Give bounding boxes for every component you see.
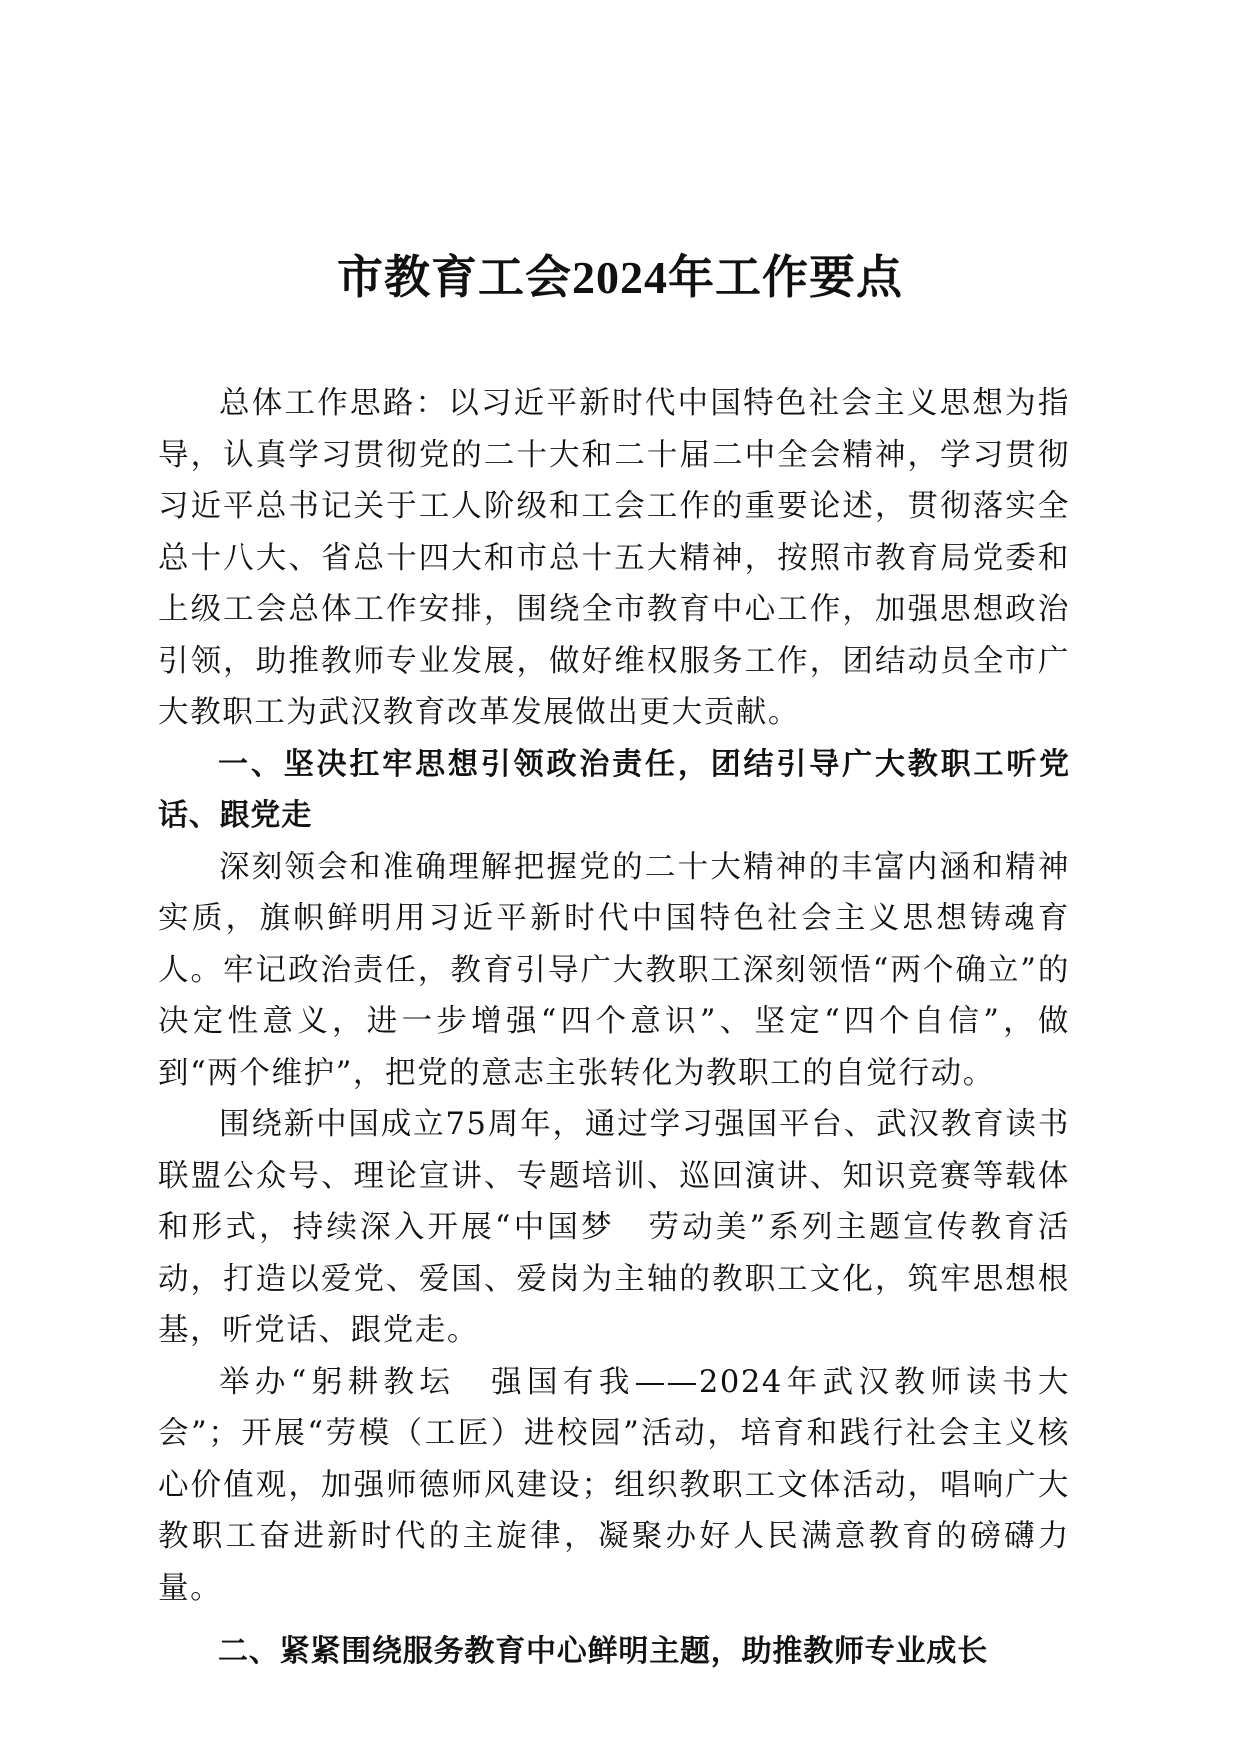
paragraph-overall-approach: 总体工作思路：以习近平新时代中国特色社会主义思想为指导，认真学习贯彻党的二十大和二十届二中全会精神，学习贯彻习近平总书记关于工人阶级和工会工作的重要论述，贯彻落实全总十八大、省总十四大和市总十五大精神，按照市教育局党委和上级工会总体工作安排，围绕全市教育中心工作，加强思想政治引领，助推教师专业发展，做好维权服务工作，团结动员全市广大教职工为武汉教育改革发展做出更大贡献。 [158,386,1070,730]
paragraph-section1-3: 举办“躬耕教坛 强国有我——2024年武汉教师读书大会”；开展“劳模（工匠）进校园”活动，培育和践行社会主义核心价值观，加强师德师风建设；组织教职工文体活动，唱响广大教职工奋进新时代的主旋律，凝聚办好人民满意教育的磅礴力量。 [158,1364,1070,1606]
section-heading-2: 二、紧紧围绕服务教育中心鲜明主题，助推教师专业成长 [218,1634,988,1669]
paragraph-section1-2: 围绕新中国成立75周年，通过学习强国平台、武汉教育读书联盟公众号、理论宣讲、专题培训、巡回演讲、知识竞赛等载体和形式，持续深入开展“中国梦 劳动美”系列主题宣传教育活动，打造以爱党、爱国、爱岗为主轴的教职工文化，筑牢思想根基，听党话、跟党走。 [158,1107,1070,1348]
paragraph-section1-1: 深刻领会和准确理解把握党的二十大精神的丰富内涵和精神实质，旗帜鲜明用习近平新时代中国特色社会主义思想铸魂育人。牢记政治责任，教育引导广大教职工深刻领悟“两个确立”的决定性意义，进一步增强“四个意识”、坚定“四个自信”，做到“两个维护”，把党的意志主张转化为教职工的自觉行动。 [158,849,1070,1091]
section-heading-1: 一、坚决扛牢思想引领政治责任，团结引导广大教职工听党话、跟党走 [158,746,1070,833]
document-body [158,378,1070,1678]
document-title: 市教育工会2024年工作要点 [337,252,903,303]
